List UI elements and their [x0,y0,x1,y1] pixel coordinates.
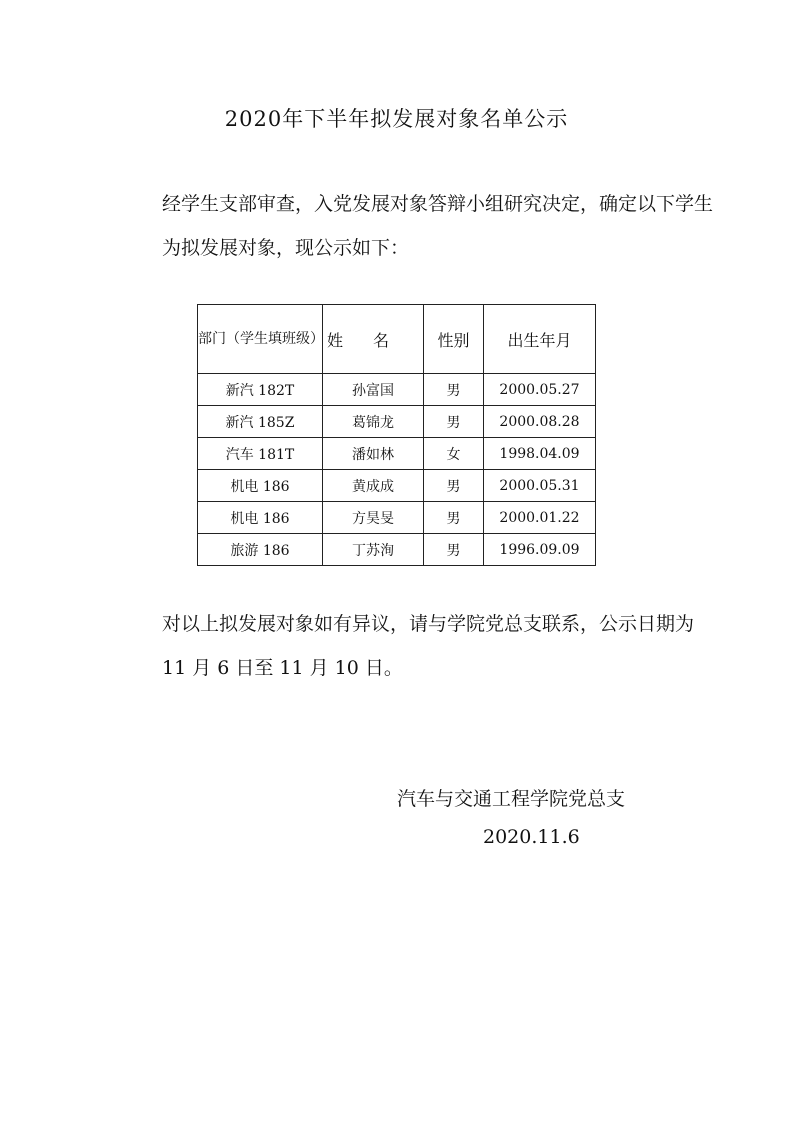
cell-name: 潘如林 [323,438,424,470]
cell-dept: 新汽 185Z [198,406,323,438]
signature-date: 2020.11.6 [483,826,580,848]
cell-gender: 男 [424,470,484,502]
table-row [198,438,596,470]
cell-birth: 2000.08.28 [484,406,596,438]
table-row [198,406,596,438]
header-birth: 出生年月 [484,305,596,374]
header-gender: 性别 [424,305,484,374]
intro-paragraph: 经学生支部审查，入党发展对象答辩小组研究决定，确定以下学生为拟发展对象，现公示如下： [162,193,714,259]
cell-birth: 1998.04.09 [484,438,596,470]
cell-birth: 2000.01.22 [484,502,596,534]
cell-gender: 男 [424,406,484,438]
notice-paragraph: 对以上拟发展对象如有异议，请与学院党总支联系，公示日期为 11 月 6 日至 11 月 10 日。 [162,613,695,679]
cell-gender: 男 [424,502,484,534]
table-row [198,502,596,534]
header-name: 姓名 [323,305,424,374]
candidate-table [197,304,596,566]
cell-gender: 女 [424,438,484,470]
cell-birth: 1996.09.09 [484,534,596,566]
cell-dept: 机电 186 [198,502,323,534]
cell-birth: 2000.05.31 [484,470,596,502]
cell-dept: 旅游 186 [198,534,323,566]
cell-name: 葛锦龙 [323,406,424,438]
table-header-row [198,305,596,374]
cell-name: 黄成成 [323,470,424,502]
cell-dept: 新汽 182T [198,374,323,406]
cell-birth: 2000.05.27 [484,374,596,406]
table-row [198,374,596,406]
cell-gender: 男 [424,534,484,566]
signature: 汽车与交通工程学院党总支 [397,788,626,810]
cell-gender: 男 [424,374,484,406]
table-row [198,534,596,566]
cell-dept: 机电 186 [198,470,323,502]
header-dept: 部门（学生填班级） [198,305,323,374]
document-title: 2020年下半年拟发展对象名单公示 [224,107,569,131]
table-row [198,470,596,502]
cell-dept: 汽车 181T [198,438,323,470]
cell-name: 丁苏洵 [323,534,424,566]
cell-name: 孙富国 [323,374,424,406]
cell-name: 方昊旻 [323,502,424,534]
